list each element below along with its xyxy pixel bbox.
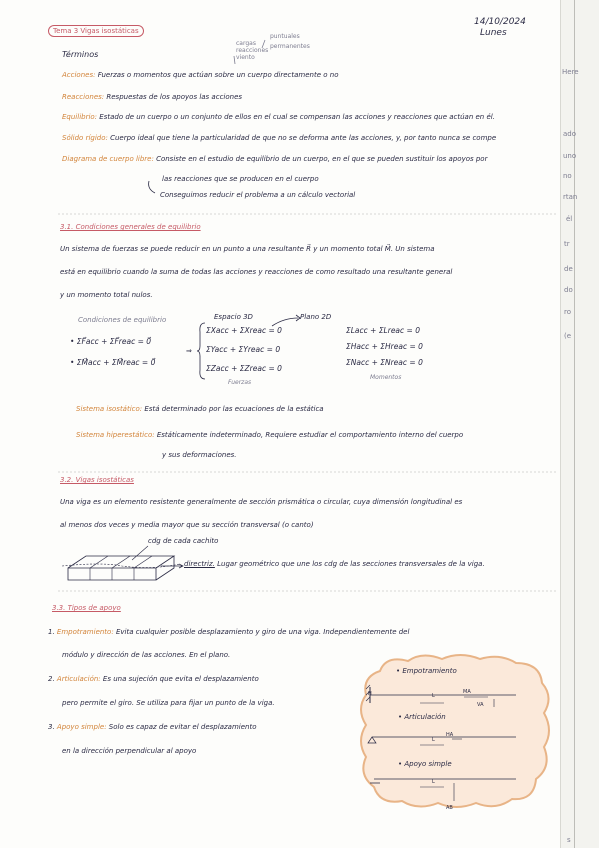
moment-condition: • ΣM⃗acc + ΣM⃗reac = 0⃗	[70, 358, 156, 367]
force-condition: • ΣF⃗acc + ΣF⃗reac = 0⃗	[70, 337, 152, 346]
reaction-label: MA	[463, 689, 471, 695]
equation-2d: ΣLacc + ΣLreac = 0	[346, 326, 420, 335]
weekday: Lunes	[480, 28, 507, 38]
definition-line: Acciones: Fuerzas o momentos que actúan sobre un cuerpo directamente o no	[62, 71, 339, 79]
axis-label: L	[432, 779, 435, 785]
paragraph-line: y un momento total nulos.	[60, 291, 153, 299]
support-type-line-2: módulo y dirección de las acciones. En el plano.	[62, 651, 231, 659]
equation-2d: ΣHacc + ΣHreac = 0	[346, 342, 423, 351]
branch-arrows	[220, 34, 272, 68]
margin-fragment: s	[567, 836, 571, 844]
axis-label: L	[432, 693, 435, 699]
definition-line: Reacciones: Respuestas de los apoyos las acciones	[62, 93, 243, 101]
margin-fragment: él	[566, 215, 573, 223]
curved-arrow-icon	[146, 180, 160, 196]
space3d-label: Espacio 3D	[214, 313, 253, 321]
hyperstatic-line-2: y sus deformaciones.	[162, 451, 237, 459]
margin-fragment: Here	[562, 68, 579, 76]
support-type-line-2: en la dirección perpendicular al apoyo	[62, 747, 197, 755]
next-page-edge	[560, 0, 599, 848]
directriz-line: directriz. Lugar geométrico que une los cdg de las secciones transversales de la viga.	[184, 560, 485, 568]
brace-icon	[196, 322, 206, 380]
cloud-label-empotramiento: • Empotramiento	[396, 667, 457, 675]
margin-fragment: uno	[563, 152, 577, 160]
definition-line: Equilibrio: Estado de un cuerpo o un conjunto de ellos en el cual se compensan las acciones y reacciones que actúan en él.	[62, 113, 495, 121]
definition-line: Sólido rígido: Cuerpo ideal que tiene la particularidad de que no se deforma ante las acciones, y, por tanto nunca se compe	[62, 134, 497, 142]
margin-fragment: (e	[564, 332, 572, 340]
branch-item: reacciones	[236, 47, 269, 54]
section-divider	[58, 470, 558, 474]
reaction-label: AB	[446, 805, 453, 811]
support-type-line: 2. Articulación: Es una sujeción que evita el desplazamiento	[48, 675, 259, 683]
branch-item-right: puntuales	[270, 33, 300, 40]
page-fold-line	[574, 0, 575, 848]
section-title: 3.1. Condiciones generales de equilibrio	[60, 223, 201, 231]
cloud-label-apoyo-simple: • Apoyo simple	[398, 760, 452, 768]
margin-fragment: do	[564, 286, 573, 294]
branch-item: cargas	[236, 40, 256, 47]
paragraph-line: al menos dos veces y media mayor que su sección transversal (o canto)	[60, 521, 314, 529]
paragraph-line: Un sistema de fuerzas se puede reducir en un punto a una resultante R⃗ y un momento total M⃗. Un sistema	[60, 245, 435, 253]
reaction-label: VA	[477, 702, 484, 708]
beam-sketch	[62, 540, 182, 584]
paragraph-line: está en equilibrio cuando la suma de todas las acciones y reacciones de como resultado una resultante general	[60, 268, 453, 276]
margin-fragment: tr	[564, 240, 570, 248]
arrow-icon	[160, 563, 186, 569]
reaction-label: H	[368, 691, 372, 697]
section-title: 3.3. Tipos de apoyo	[52, 604, 121, 612]
reaction-label: HA	[446, 732, 454, 738]
cloud-label-articulacion: • Articulación	[398, 713, 446, 721]
equation-2d: ΣNacc + ΣNreac = 0	[346, 358, 423, 367]
equation-3d: ΣXacc + ΣXreac = 0	[206, 326, 282, 335]
equation-3d: ΣYacc + ΣYreac = 0	[206, 345, 281, 354]
support-type-line: 3. Apoyo simple: Solo es capaz de evitar el desplazamiento	[48, 723, 257, 731]
cdg-label: cdg de cada cachito	[148, 537, 219, 545]
definition-line: las reacciones que se producen en el cuerpo	[162, 175, 319, 183]
margin-fragment: no	[563, 172, 572, 180]
margin-fragment: rtan	[563, 193, 578, 201]
section-divider	[58, 589, 558, 593]
support-type-line: 1. Empotramiento: Evita cualquier posible desplazamiento y giro de una viga. Independientemente del	[48, 628, 410, 636]
hyperstatic-line: Sistema hiperestático: Estáticamente indeterminado, Requiere estudiar el comportamiento interno del cuerpo	[76, 431, 464, 439]
definition-line: Conseguimos reducir el problema a un cálculo vectorial	[160, 191, 356, 199]
implies-arrow-icon: ⇒	[186, 347, 192, 355]
plane2d-label: Plano 2D	[300, 313, 332, 321]
margin-fragment: ado	[563, 130, 577, 138]
margin-fragment: de	[564, 265, 573, 273]
axis-label: L	[432, 737, 435, 743]
support-type-line-2: pero permite el giro. Se utiliza para fijar un punto de la viga.	[62, 699, 275, 707]
date: 14/10/2024	[474, 17, 526, 27]
branch-item-right: permanentes	[270, 43, 310, 50]
section-title: 3.2. Vigas isostáticas	[60, 476, 134, 484]
isostatic-line: Sistema isostático: Está determinado por las ecuaciones de la estática	[76, 405, 324, 413]
paragraph-line: Una viga es un elemento resistente generalmente de sección prismática o circular, cuya dimensión longitudinal es	[60, 498, 463, 506]
moments-label: Momentos	[370, 374, 402, 381]
branch-item: viento	[236, 54, 255, 61]
forces-label: Fuerzas	[228, 379, 252, 386]
conditions-label: Condiciones de equilibrio	[78, 316, 167, 324]
definition-line: Diagrama de cuerpo libre: Consiste en el estudio de equilibrio de un cuerpo, en el que se pueden sustituir los apoyos por	[62, 155, 488, 163]
margin-fragment: ro	[564, 308, 572, 316]
topic-title: Tema 3 Vigas isostáticas	[48, 25, 144, 37]
terms-heading: Términos	[62, 50, 99, 59]
section-divider	[58, 212, 558, 216]
equation-3d: ΣZacc + ΣZreac = 0	[206, 364, 282, 373]
